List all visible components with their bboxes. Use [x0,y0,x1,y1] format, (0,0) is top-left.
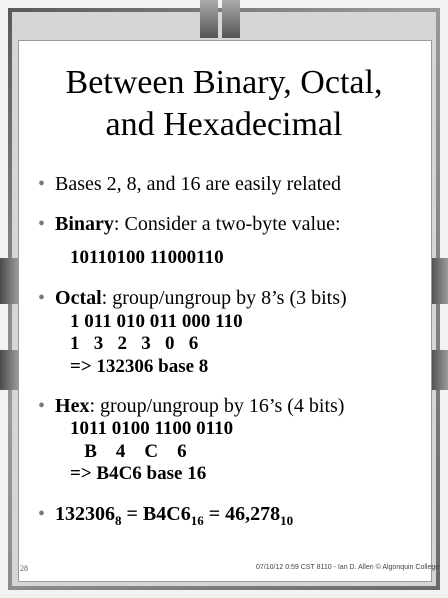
octal-digits: 1 3 2 3 0 6 [70,333,199,354]
decorative-side-tab-left [0,258,18,304]
bullet-dot: • [38,287,46,309]
decorative-tab-right [222,0,240,38]
bullet-bases [38,172,341,196]
equation-hex-base: 16 [190,513,204,528]
decorative-side-tab-right-lower [430,350,448,390]
equation-decimal: = 46,278 [203,503,281,525]
bullet-binary-text: : Consider a two-byte value: [113,213,341,235]
bullet-octal-label: Octal [55,287,102,309]
bullet-dot: • [38,213,46,235]
bullet-dot: • [38,503,46,525]
bullet-binary [38,212,341,236]
hex-result: => B4C6 base 16 [70,463,207,484]
equation-octal: 132306 [55,503,116,525]
bullet-binary-label: Binary [55,213,114,235]
bullet-dot: • [38,395,46,417]
footer-info: 07/10/12 0:59 CST 8110 - Ian D. Allen © Algonquin College [256,564,440,571]
hex-groups: 1011 0100 1100 0110 [70,418,234,439]
bullet-dot: • [38,173,46,195]
title-line-2: and Hexadecimal [105,106,343,143]
bullet-hex-label: Hex [55,395,90,417]
decorative-tab-left [200,0,218,38]
octal-result: => 132306 base 8 [70,356,209,377]
octal-groups: 1 011 010 011 000 110 [70,311,243,332]
slide-title [18,62,430,146]
bullet-bases-text: Bases 2, 8, and 16 are easily related [55,173,342,195]
equation-hex: = B4C6 [121,503,191,525]
bullet-octal-text: : group/ungroup by 8’s (3 bits) [101,287,347,309]
bullet-hex [38,394,344,418]
equation-decimal-base: 10 [280,513,294,528]
equation-octal-base: 8 [115,513,122,528]
binary-value: 10110100 11000110 [70,247,224,268]
decorative-side-tab-left-lower [0,350,18,390]
bullet-hex-text: : group/ungroup by 16’s (4 bits) [89,395,345,417]
title-line-1: Between Binary, Octal, [65,64,383,101]
bullet-octal [38,286,347,310]
bullet-equivalence [38,502,293,533]
decorative-side-tab-right [430,258,448,304]
page-number: 28 [20,564,28,573]
hex-digits: B 4 C 6 [70,441,187,462]
